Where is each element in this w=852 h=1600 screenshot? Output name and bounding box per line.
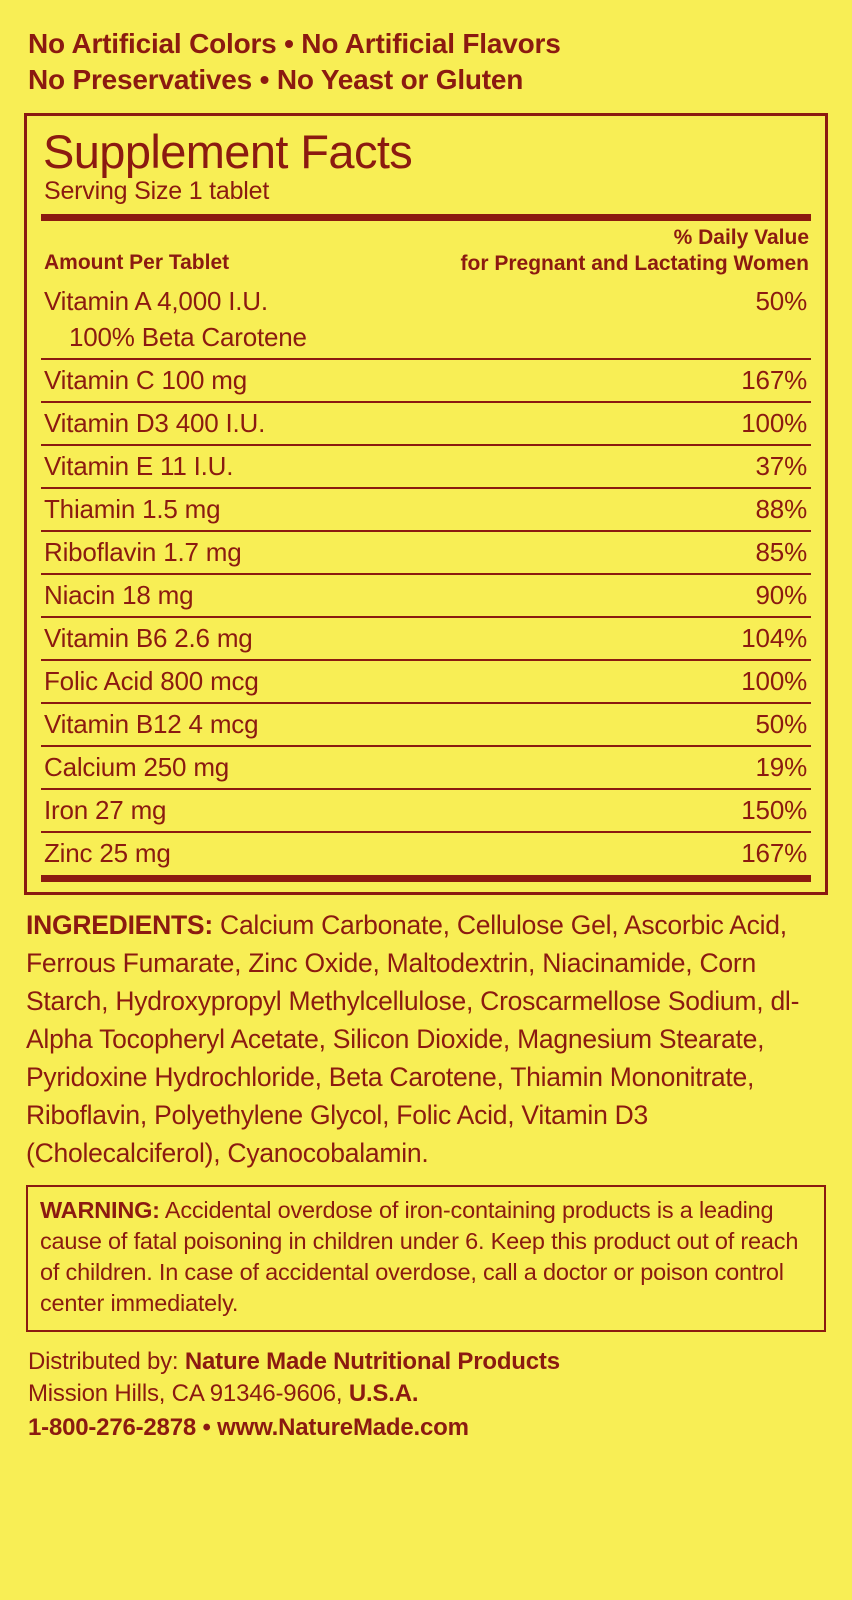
nutrient-name: Vitamin E 11 I.U. xyxy=(41,445,625,488)
nutrient-daily-value: 50% xyxy=(625,703,811,746)
divider-thick-bottom xyxy=(41,875,811,882)
divider-thick-top xyxy=(41,214,811,221)
nutrient-daily-value: 85% xyxy=(625,531,811,574)
table-row xyxy=(41,660,811,703)
warning-box xyxy=(26,1185,826,1332)
nutrient-daily-value: 88% xyxy=(625,488,811,531)
header-daily-value-line-1: % Daily Value xyxy=(673,225,809,249)
nutrient-daily-value: 104% xyxy=(625,617,811,660)
header-amount-per-tablet: Amount Per Tablet xyxy=(44,251,230,275)
ingredients-text: Calcium Carbonate, Cellulose Gel, Ascorbic Acid, Ferrous Fumarate, Zinc Oxide, Maltodextrin, Niacinamide, Corn Starch, Hydroxypropyl Methylcellulose, Croscarmellose Sodium, dl-Alpha Tocopheryl Acetate, Silicon Dioxide, Magnesium Stearate, Pyridoxine Hydrochloride, Beta Carotene, Thiamin Mononitrate, Riboflavin, Polyethylene Glycol, Folic Acid, Vitamin D3 (Cholecalciferol), Cyanocobalamin. xyxy=(26,910,800,1168)
company-name: Nature Made Nutritional Products xyxy=(184,1347,560,1375)
claims-line-2: No Preservatives • No Yeast or Gluten xyxy=(28,64,524,96)
table-row xyxy=(41,531,811,574)
footer-section xyxy=(28,1346,826,1444)
facts-table-header xyxy=(41,221,811,282)
header-daily-value-line-2: for Pregnant and Lactating Women xyxy=(460,252,809,276)
table-row xyxy=(41,617,811,660)
table-row xyxy=(41,574,811,617)
nutrient-name: Niacin 18 mg xyxy=(41,574,625,617)
warning-text: Accidental overdose of iron-containing products is a leading cause of fatal poisoning in children under 6. Keep this product out of reach of children. In case of accidental overdose, call a doctor or poison control center immediately. xyxy=(40,1196,799,1317)
nutrient-daily-value: 167% xyxy=(625,359,811,402)
address-line xyxy=(28,1378,826,1410)
nutrient-daily-value: 50% xyxy=(755,286,807,317)
nutrient-name: Zinc 25 mg xyxy=(41,832,625,874)
nutrient-name: Vitamin A 4,000 I.U. xyxy=(44,286,268,317)
contact-line xyxy=(28,1412,826,1444)
table-row xyxy=(41,359,811,402)
nutrient-name: Vitamin B12 4 mcg xyxy=(41,703,625,746)
ingredients-section xyxy=(26,907,826,1172)
table-row xyxy=(41,402,811,445)
table-row xyxy=(41,703,811,746)
nutrient-daily-value: 37% xyxy=(625,445,811,488)
table-row xyxy=(41,746,811,789)
nutrient-daily-value: 100% xyxy=(625,660,811,703)
table-row xyxy=(41,281,811,322)
phone-number[interactable]: 1-800-276-2878 xyxy=(28,1413,197,1441)
nutrient-name: Vitamin B6 2.6 mg xyxy=(41,617,625,660)
separator-dot: • xyxy=(196,1413,218,1441)
nutrient-daily-value: 19% xyxy=(625,746,811,789)
ingredients-label: INGREDIENTS: xyxy=(26,910,213,941)
nutrient-name: Iron 27 mg xyxy=(41,789,625,832)
table-row xyxy=(41,789,811,832)
country-text: U.S.A. xyxy=(348,1379,419,1407)
serving-size: Serving Size 1 tablet xyxy=(44,176,270,205)
nutrient-name: Folic Acid 800 mcg xyxy=(41,660,625,703)
website-link[interactable]: www.NatureMade.com xyxy=(217,1413,469,1441)
nutrient-daily-value: 100% xyxy=(625,402,811,445)
nutrient-daily-value: 150% xyxy=(625,789,811,832)
nutrient-name: Riboflavin 1.7 mg xyxy=(41,531,625,574)
product-claims xyxy=(24,26,828,99)
nutrient-name: Vitamin D3 400 I.U. xyxy=(41,402,625,445)
nutrient-name: Calcium 250 mg xyxy=(41,746,625,789)
supplement-facts-panel xyxy=(24,113,828,896)
table-row xyxy=(41,832,811,874)
nutrient-daily-value: 90% xyxy=(625,574,811,617)
nutrient-name: Vitamin C 100 mg xyxy=(41,359,625,402)
address-text: Mission Hills, CA 91346-9606, xyxy=(28,1379,349,1407)
claims-line-1: No Artificial Colors • No Artificial Flavors xyxy=(28,28,561,59)
distributed-by-label: Distributed by: xyxy=(28,1347,185,1375)
table-row-sub xyxy=(41,322,811,359)
nutrient-daily-value: 167% xyxy=(625,832,811,874)
nutrient-name: Thiamin 1.5 mg xyxy=(41,488,625,531)
warning-label: WARNING: xyxy=(40,1196,160,1223)
nutrient-subnote: 100% Beta Carotene xyxy=(69,322,307,353)
header-daily-value xyxy=(461,225,809,278)
distributor-line xyxy=(28,1346,826,1378)
supplement-facts-title: Supplement Facts xyxy=(43,124,413,178)
table-row xyxy=(41,445,811,488)
supplement-facts-table xyxy=(41,281,811,874)
table-row xyxy=(41,488,811,531)
